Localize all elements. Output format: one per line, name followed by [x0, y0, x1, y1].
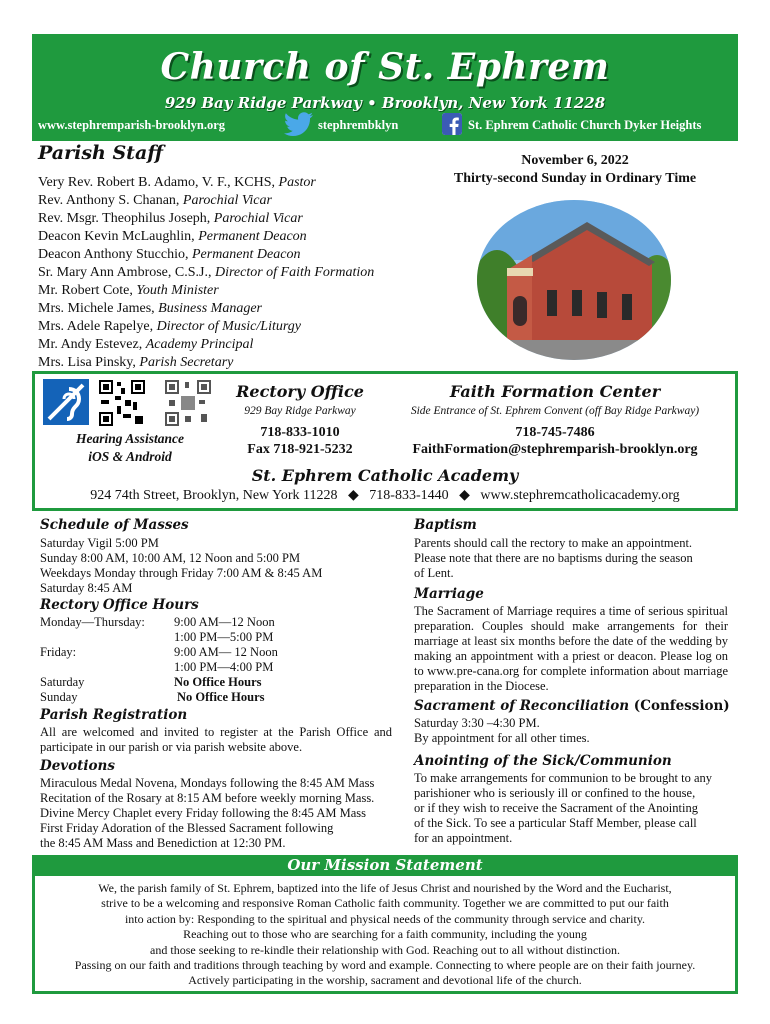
staff-member — [38, 318, 374, 336]
mission-line: strive to be a welcoming and responsive Roman Catholic faith community. Together we are committed to put our faith — [101, 896, 669, 911]
academy-phone[interactable]: 718-833-1440 — [369, 488, 449, 503]
hours-time: No Office Hours — [174, 675, 262, 689]
academy-website[interactable]: www.stephremcatholicacademy.org — [480, 488, 680, 503]
twitter-handle[interactable]: stephrembklyn — [318, 118, 399, 132]
hearing-label-line1: Hearing Assistance — [76, 431, 184, 446]
marriage-text: The Sacrament of Marriage requires a time of serious spiritual preparation. Couples should make arrangements for their marriage at least six months before the date of the wedding by making an appointment with a priest or deacon. Please log on to www.pre-cana.org for complete information about marriage preparation in the Diocese. — [414, 604, 728, 693]
faith-formation-phone[interactable]: 718-745-7486 — [515, 425, 595, 440]
liturgical-sunday: Thirty-second Sunday in Ordinary Time — [453, 171, 697, 186]
staff-role: Pastor — [278, 175, 316, 190]
qr-code-ios-icon[interactable] — [97, 378, 147, 428]
baptism-line: of Lent. — [414, 566, 454, 580]
hours-day: Friday: — [40, 645, 77, 659]
masses-heading: Schedule of Masses — [40, 517, 189, 533]
staff-heading: Parish Staff — [38, 142, 163, 164]
devotions-list — [40, 776, 374, 851]
facebook-icon[interactable] — [442, 113, 462, 135]
mission-heading: Our Mission Statement — [32, 855, 738, 876]
baptism-line: Please note that there are no baptisms during the season — [414, 551, 693, 565]
rectory-office-title: Rectory Office — [236, 382, 364, 401]
mission-line: Passing on our faith and traditions through teaching by word and example. Connecting to where people are on their faith journey. — [74, 958, 696, 973]
devotion-line: First Friday Adoration of the Blessed Sacrament following — [40, 821, 334, 835]
staff-name: Deacon Kevin McLaughlin, — [38, 229, 199, 244]
staff-role: Permanent Deacon — [198, 229, 307, 244]
staff-role: Director of Music/Liturgy — [156, 319, 301, 334]
mission-line: Actively participating in the worship, sacrament and devotional life of the church. — [188, 973, 582, 988]
staff-member — [38, 192, 374, 210]
academy-contact-line — [35, 487, 735, 504]
staff-name: Very Rev. Robert B. Adamo, V. F., KCHS, — [38, 175, 279, 190]
devotion-line: Recitation of the Rosary at 8:15 AM before weekly morning Mass. — [40, 791, 375, 805]
faith-formation-address: Side Entrance of St. Ephrem Convent (off Bay Ridge Parkway) — [410, 405, 700, 417]
anointing-line: of the Sick. To see a particular Staff Member, please call — [414, 816, 697, 830]
staff-role: Academy Principal — [145, 337, 254, 352]
staff-name: Rev. Msgr. Theophilus Joseph, — [38, 211, 214, 226]
reconciliation-line: Saturday 3:30 –4:30 PM. — [414, 716, 540, 730]
separator-diamond-icon: ◆ — [341, 488, 366, 503]
reconciliation-line: By appointment for all other times. — [414, 731, 590, 745]
mission-line: We, the parish family of St. Ephrem, baptized into the life of Jesus Christ and nourished by the Word and the Eucharist, — [98, 881, 672, 895]
registration-heading: Parish Registration — [40, 707, 188, 723]
devotion-line: Divine Mercy Chaplet every Friday following the 8:45 AM Mass — [40, 806, 366, 820]
reconciliation-text — [414, 716, 590, 746]
anointing-text — [414, 771, 712, 846]
anointing-line: To make arrangements for communion to be brought to any — [414, 771, 713, 785]
rectory-office-fax: Fax 718-921-5232 — [247, 442, 353, 457]
faith-formation-title: Faith Formation Center — [449, 382, 661, 401]
staff-member — [38, 264, 374, 282]
mission-line: and those seeking to re-kindle their relationship with God. Reaching out to all without distinction. — [150, 942, 620, 957]
twitter-icon[interactable] — [284, 112, 314, 136]
church-title: Church of St. Ephrem — [160, 46, 610, 88]
hours-time: 1:00 PM—4:00 PM — [174, 660, 274, 674]
rectory-office-address: 929 Bay Ridge Parkway — [244, 405, 356, 417]
date-block — [430, 152, 720, 188]
staff-member — [38, 300, 374, 318]
staff-role: Business Manager — [158, 301, 262, 316]
hearing-assistance-label — [45, 430, 215, 466]
staff-member — [38, 354, 374, 372]
masses-schedule — [40, 536, 322, 596]
staff-role: Director of Faith Formation — [214, 265, 375, 280]
staff-name: Sr. Mary Ann Ambrose, C.S.J., — [38, 265, 215, 280]
qr-code-android-icon[interactable] — [163, 378, 213, 428]
reconciliation-subtitle: (Confession) — [629, 698, 730, 714]
separator-diamond-icon: ◆ — [452, 488, 477, 503]
registration-text: All are welcomed and invited to register at the Parish Office and participate in our parish or via parish website above. — [40, 725, 392, 754]
devotion-line: the 8:45 AM Mass and Benediction at 12:30 PM. — [40, 836, 286, 850]
devotions-heading: Devotions — [40, 758, 115, 774]
staff-member — [38, 174, 374, 192]
mass-time-line: Saturday Vigil 5:00 PM — [40, 536, 159, 550]
hours-day: Monday—Thursday: — [40, 615, 145, 629]
staff-list — [38, 174, 374, 372]
staff-role: Permanent Deacon — [191, 247, 301, 262]
staff-name: Mrs. Adele Rapelye, — [38, 319, 157, 334]
marriage-heading: Marriage — [414, 586, 484, 602]
anointing-line: or if they wish to receive the Sacrament of the Anointing — [414, 801, 698, 815]
mass-time-line: Saturday 8:45 AM — [40, 581, 133, 595]
church-address: 929 Bay Ridge Parkway • Brooklyn, New York 11228 — [164, 94, 606, 112]
devotion-line: Miraculous Medal Novena, Mondays following the 8:45 AM Mass — [40, 776, 375, 790]
church-photo — [477, 200, 671, 360]
office-hours-heading: Rectory Office Hours — [40, 597, 199, 613]
faith-formation-email[interactable]: FaithFormation@stephremparish-brooklyn.org — [412, 442, 698, 457]
baptism-line: Parents should call the rectory to make an appointment. — [414, 536, 693, 550]
staff-role: Parochial Vicar — [182, 193, 272, 208]
hours-time: 9:00 AM— 12 Noon — [174, 645, 278, 659]
staff-member — [38, 282, 374, 300]
contact-info-box — [32, 371, 738, 511]
hours-day: Sunday — [40, 690, 78, 704]
hours-time: 9:00 AM—12 Noon — [174, 615, 275, 629]
hours-day: Saturday — [40, 675, 85, 689]
staff-name: Mrs. Lisa Pinsky, — [38, 355, 140, 370]
date: November 6, 2022 — [521, 153, 629, 168]
reconciliation-title: Sacrament of Reconciliation — [414, 698, 630, 714]
mass-time-line: Weekdays Monday through Friday 7:00 AM & 8:45 AM — [40, 566, 323, 580]
baptism-text — [414, 536, 693, 581]
mission-statement-box — [32, 876, 738, 994]
staff-name: Mrs. Michele James, — [38, 301, 159, 316]
academy-title: St. Ephrem Catholic Academy — [251, 466, 519, 485]
hours-time: 1:00 PM—5:00 PM — [174, 630, 274, 644]
rectory-office-phone[interactable]: 718-833-1010 — [260, 425, 340, 440]
staff-role: Youth Minister — [136, 283, 219, 298]
staff-member — [38, 246, 374, 264]
staff-name: Mr. Robert Cote, — [38, 283, 137, 298]
mission-line: Reaching out to those who are searching for a faith community, including the young — [183, 927, 587, 942]
mass-time-line: Sunday 8:00 AM, 10:00 AM, 12 Noon and 5:00 PM — [40, 551, 301, 565]
hearing-label-line2: iOS & Android — [88, 449, 172, 464]
staff-name: Deacon Anthony Stucchio, — [38, 247, 192, 262]
staff-member — [38, 210, 374, 228]
website-link[interactable]: www.stephremparish-brooklyn.org — [38, 118, 226, 132]
staff-role: Parish Secretary — [139, 355, 234, 370]
baptism-heading: Baptism — [414, 517, 477, 533]
hearing-assistance-icon[interactable] — [43, 379, 89, 425]
academy-address: 924 74th Street, Brooklyn, New York 11228 — [90, 488, 338, 503]
staff-member — [38, 336, 374, 354]
church-header — [32, 34, 738, 141]
anointing-heading: Anointing of the Sick/Communion — [414, 753, 672, 769]
staff-role: Parochial Vicar — [213, 211, 303, 226]
staff-name: Mr. Andy Estevez, — [38, 337, 146, 352]
mission-line: into action by: Responding to the spiritual and physical needs of the community through service and charity. — [124, 911, 646, 926]
mission-statement-text — [35, 881, 735, 989]
facebook-page[interactable]: St. Ephrem Catholic Church Dyker Heights — [468, 118, 702, 132]
anointing-line: parishioner who is seriously ill or confined to the house, — [414, 786, 696, 800]
reconciliation-heading — [414, 698, 730, 714]
anointing-line: for an appointment. — [414, 831, 513, 845]
staff-member — [38, 228, 374, 246]
staff-name: Rev. Anthony S. Chanan, — [38, 193, 183, 208]
hours-time: No Office Hours — [177, 690, 265, 704]
